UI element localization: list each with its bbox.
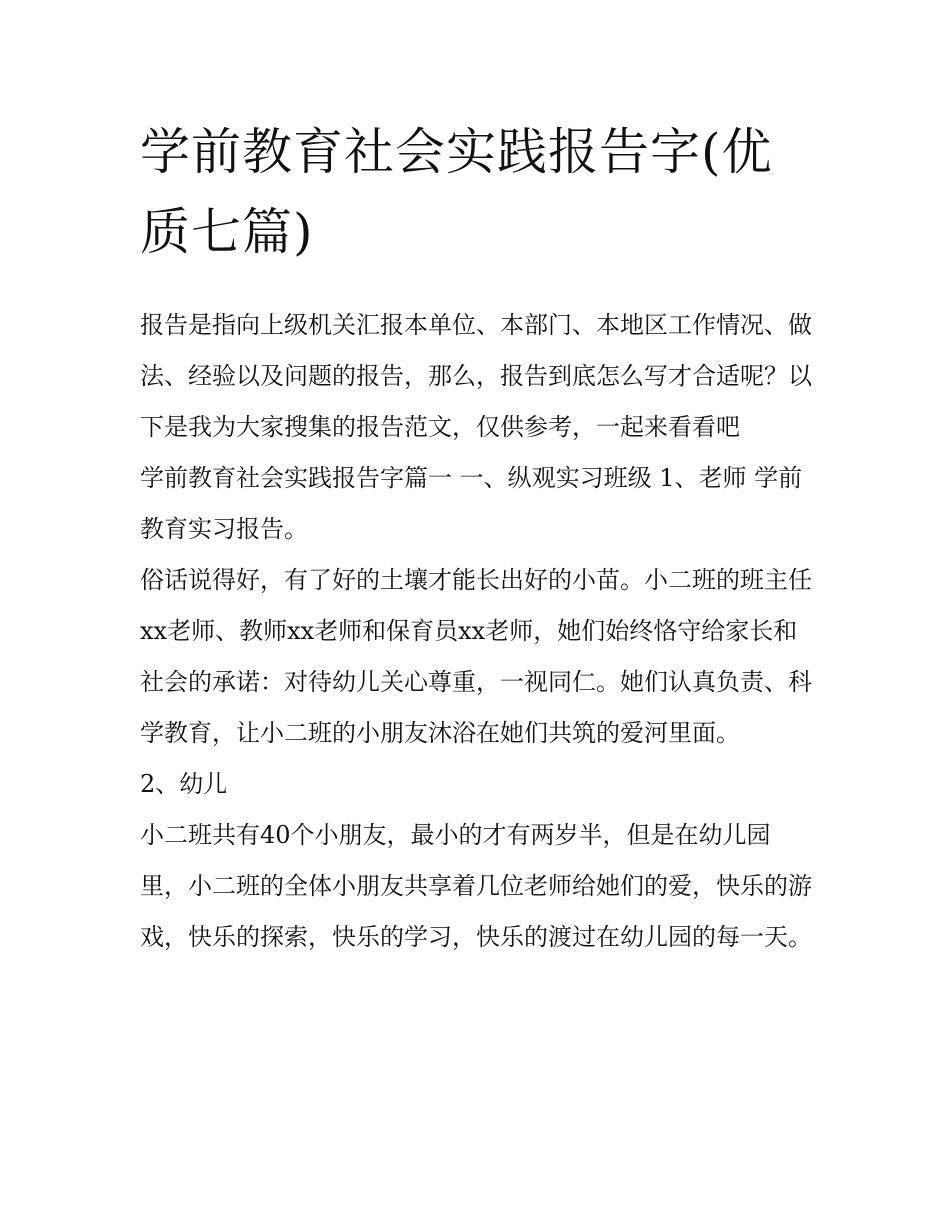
- paragraph-children-heading: 2、幼儿: [140, 770, 228, 798]
- document-title: 学前教育社会实践报告字(优质七篇): [140, 123, 773, 261]
- paragraph-teachers: 俗话说得好，有了好的土壤才能长出好的小苗。小二班的班主任xx老师、教师xx老师和保育员xx老师，她们始终恪守给家长和社会的承诺：对待幼儿关心尊重，一视同仁。她们认真负责、科学教育，让小二班的小朋友沐浴在她们共筑的爱河里面。: [140, 566, 812, 747]
- paragraph-children: 小二班共有40个小朋友，最小的才有两岁半，但是在幼儿园里，小二班的全体小朋友共享着几位老师给她们的爱，快乐的游戏，快乐的探索，快乐的学习，快乐的渡过在幼儿园的每一天。: [140, 821, 812, 951]
- paragraph-section-one-heading: 学前教育社会实践报告字篇一 一、纵观实习班级 1、老师 学前教育实习报告。: [140, 464, 803, 543]
- document-body: [140, 112, 812, 963]
- paragraph-intro: 报告是指向上级机关汇报本单位、本部门、本地区工作情况、做法、经验以及问题的报告，那么，报告到底怎么写才合适呢？以下是我为大家搜集的报告范文，仅供参考，一起来看看吧: [140, 311, 812, 441]
